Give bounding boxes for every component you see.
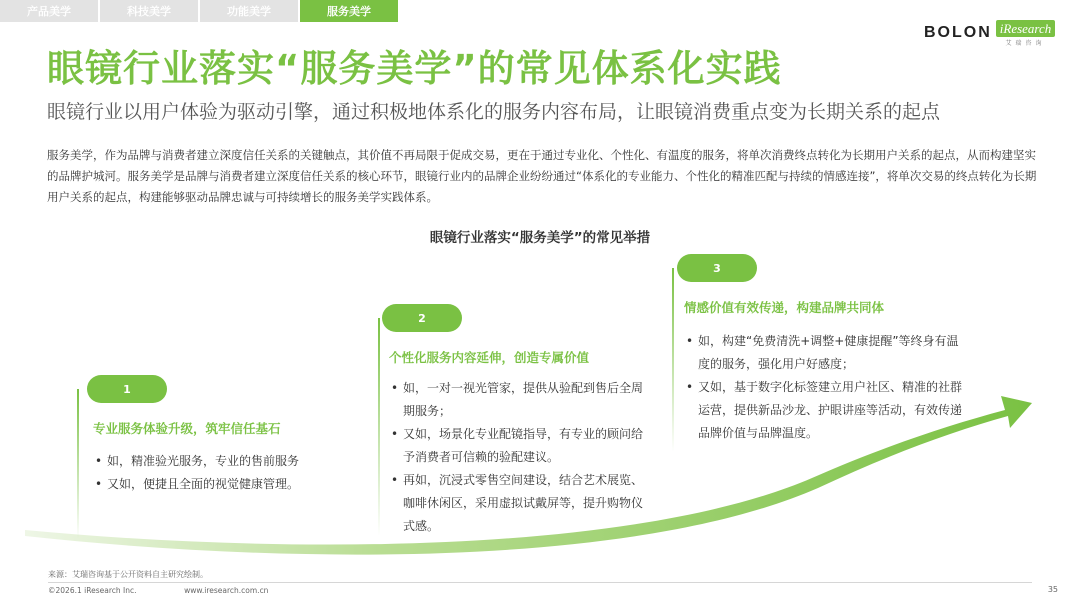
tab-service-aesthetics[interactable]: 服务美学 [300,0,398,22]
step-2-connector [378,318,380,536]
step-3-connector [672,268,674,452]
step-2-bullet: • 如，一对一视光管家，提供从验配到售后全周期服务； [387,377,649,423]
step-2-bullets [387,377,649,538]
step-1-bullets [91,450,351,496]
step-1-badge: 1 [87,375,167,403]
intro-text: 服务美学，作为品牌与消费者建立深度信任关系的关键触点，其价值不再局限于促成交易，更在于通过专业化、个性化、有温度的服务，将单次消费终点转化为长期用户关系的起点，从而构建坚实的品牌护城河。服务美学是品牌与消费者建立深度信任关系的核心环节，眼镜行业内的品牌企业纷纷通过“体系化的专业能力、个性化的精准匹配与持续的情感连接”，将单次交易的终点转化为长期用户关系的起点，构建能够驱动品牌忠诚与可持续增长的服务美学实践体系。 [47,148,1037,204]
step-1-connector [77,389,79,539]
step-1-bullet: • 如，精准验光服务，专业的售前服务 [91,450,351,473]
step-3-bullet: • 如，构建“免费清洗+调整+健康提醒”等终身有温度的服务，强化用户好感度； [682,330,962,376]
step-3-bullets [682,330,962,445]
page-title: 眼镜行业落实“服务美学”的常见体系化实践 [47,47,782,90]
bolon-logo: BOLON [924,24,992,41]
page-number: 35 [1047,585,1058,594]
step-3-heading: 情感价值有效传递，构建品牌共同体 [684,300,885,315]
step-2-heading: 个性化服务内容延伸，创造专属价值 [389,350,590,365]
iresearch-logo-mark: iResearch [996,20,1056,37]
tab-product-aesthetics[interactable]: 产品美学 [0,0,98,22]
step-3-bullet: • 又如，基于数字化标签建立用户社区、精准的社群运营，提供新品沙龙、护眼讲座等活动，有效传递品牌价值与品牌温度。 [682,376,962,445]
step-1-bullet: • 又如，便捷且全面的视觉健康管理。 [91,473,351,496]
page-subtitle: 眼镜行业以用户体验为驱动引擎，通过积极地体系化的服务内容布局，让眼镜消费重点变为长期关系的起点 [47,101,941,123]
step-2-bullet: • 再如，沉浸式零售空间建设，结合艺术展览、咖啡休闲区，采用虚拟试戴屏等，提升购物仪式感。 [387,469,649,538]
step-3-badge: 3 [677,254,757,282]
iresearch-logo-cn: 艾瑞咨询 [1005,40,1046,47]
step-1-heading: 专业服务体验升级，筑牢信任基石 [93,421,281,436]
step-2-bullet: • 又如，场景化专业配镜指导，有专业的顾问给予消费者可信赖的验配建议。 [387,423,649,469]
copyright-text: ©2026.1 iResearch Inc. www.iresearch.com.cn [48,586,269,595]
source-note: 来源：艾瑞咨询基于公开资料自主研究绘制。 [48,570,208,579]
diagram-title: 眼镜行业落实“服务美学”的常见举措 [429,230,651,246]
footer-divider [48,582,1032,583]
step-2-badge: 2 [382,304,462,332]
tab-function-aesthetics[interactable]: 功能美学 [200,0,298,22]
tab-tech-aesthetics[interactable]: 科技美学 [100,0,198,22]
